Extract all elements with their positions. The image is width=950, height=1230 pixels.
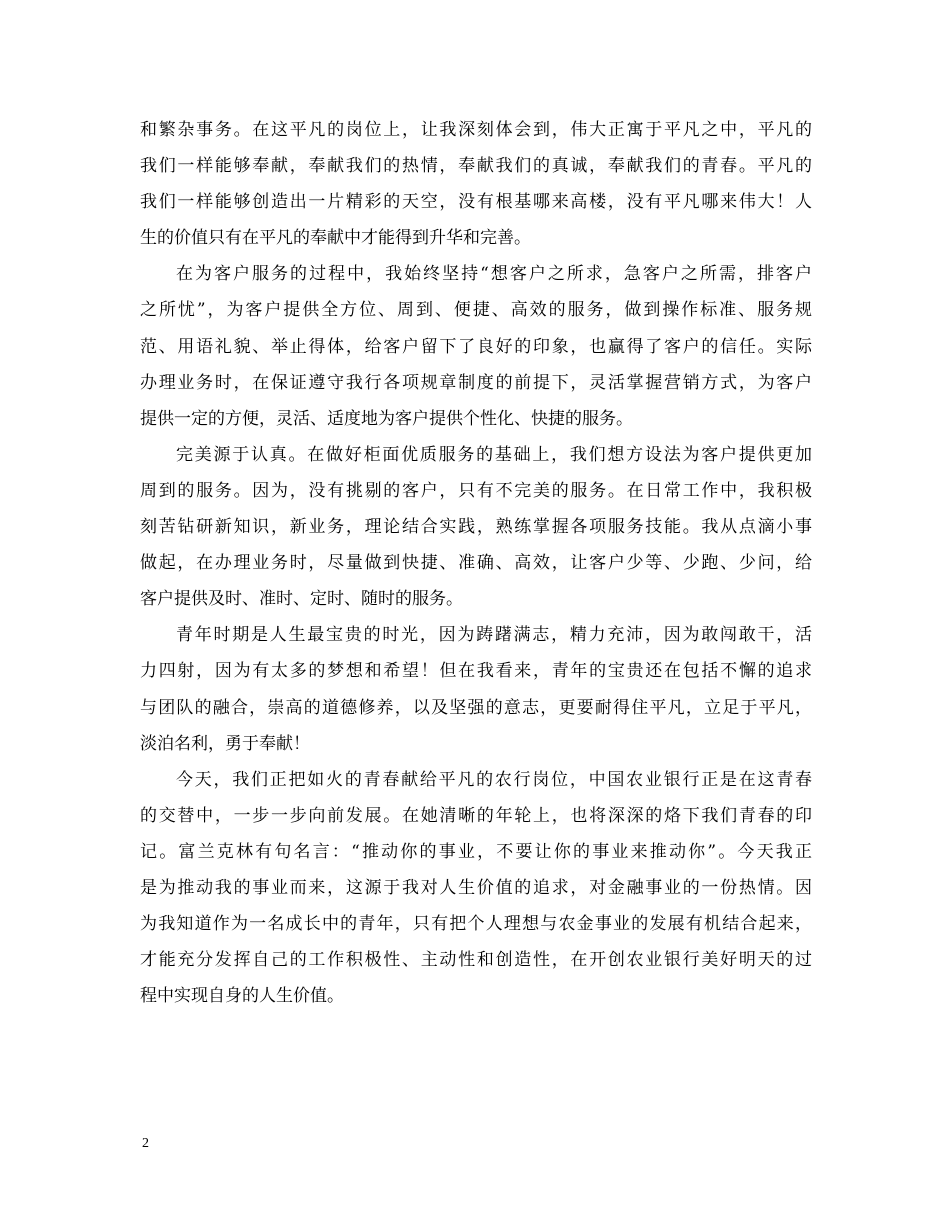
text-line: 的交替中，一步一步向前发展。在她清晰的年轮上，也将深深的烙下我们青春的印 bbox=[140, 805, 812, 826]
text-line: 完美源于认真。在做好柜面优质服务的基础上，我们想方设法为客户提供更加 bbox=[176, 444, 812, 465]
text-line: 我们一样能够创造出一片精彩的天空，没有根基哪来高楼，没有平凡哪来伟大！人 bbox=[140, 192, 812, 213]
text-line: 之所忧”，为客户提供全方位、周到、便捷、高效的服务，做到操作标准、服务规 bbox=[140, 300, 812, 321]
text-line: 才能充分发挥自己的工作积极性、主动性和创造性，在开创农业银行美好明天的过 bbox=[140, 950, 812, 971]
paragraph-5 bbox=[140, 762, 812, 1015]
text-line: 程中实现自身的人生价值。 bbox=[140, 986, 344, 1007]
text-line: 刻苦钻研新知识，新业务，理论结合实践，熟练掌握各项服务技能。我从点滴小事 bbox=[140, 517, 812, 538]
text-line: 周到的服务。因为，没有挑剔的客户，只有不完美的服务。在日常工作中，我积极 bbox=[140, 480, 812, 501]
text-line: 力四射，因为有太多的梦想和希望！但在我看来，青年的宝贵还在包括不懈的追求 bbox=[140, 661, 812, 682]
text-line: 生的价值只有在平凡的奉献中才能得到升华和完善。 bbox=[140, 228, 531, 249]
text-line: 客户提供及时、准时、定时、随时的服务。 bbox=[140, 589, 463, 610]
text-line: 做起，在办理业务时，尽量做到快捷、准确、高效，让客户少等、少跑、少问，给 bbox=[140, 553, 812, 574]
text-line: 记。富兰克林有句名言：“推动你的事业，不要让你的事业来推动你”。今天我正 bbox=[140, 841, 812, 862]
paragraph-2 bbox=[140, 256, 812, 436]
paragraph-3 bbox=[140, 437, 812, 617]
text-line: 为我知道作为一名成长中的青年，只有把个人理想与农金事业的发展有机结合起来， bbox=[140, 914, 812, 935]
text-line: 在为客户服务的过程中，我始终坚持“想客户之所求，急客户之所需，排客户 bbox=[176, 264, 812, 285]
text-line: 淡泊名利，勇于奉献！ bbox=[140, 733, 310, 754]
text-line: 和繁杂事务。在这平凡的岗位上，让我深刻体会到，伟大正寓于平凡之中，平凡的 bbox=[140, 120, 812, 140]
paragraph-1 bbox=[140, 112, 812, 256]
text-line: 青年时期是人生最宝贵的时光，因为踌躇满志，精力充沛，因为敢闯敢干，活 bbox=[176, 625, 812, 646]
text-line: 与团队的融合，崇高的道德修养，以及坚强的意志，更要耐得住平凡，立足于平凡， bbox=[140, 697, 812, 718]
text-line: 是为推动我的事业而来，这源于我对人生价值的追求，对金融事业的一份热情。因 bbox=[140, 877, 812, 898]
text-line: 我们一样能够奉献，奉献我们的热情，奉献我们的真诚，奉献我们的青春。平凡的 bbox=[140, 156, 812, 177]
text-line: 范、用语礼貌、举止得体，给客户留下了良好的印象，也赢得了客户的信任。实际 bbox=[140, 336, 812, 357]
text-line: 提供一定的方便，灵活、适度地为客户提供个性化、快捷的服务。 bbox=[140, 408, 633, 429]
page-number: 2 bbox=[142, 1136, 149, 1151]
body-text bbox=[140, 112, 812, 1014]
text-line: 今天，我们正把如火的青春献给平凡的农行岗位，中国农业银行正是在这青春 bbox=[176, 769, 812, 790]
text-line: 办理业务时，在保证遵守我行各项规章制度的前提下，灵活掌握营销方式，为客户 bbox=[140, 372, 812, 393]
paragraph-4 bbox=[140, 617, 812, 761]
